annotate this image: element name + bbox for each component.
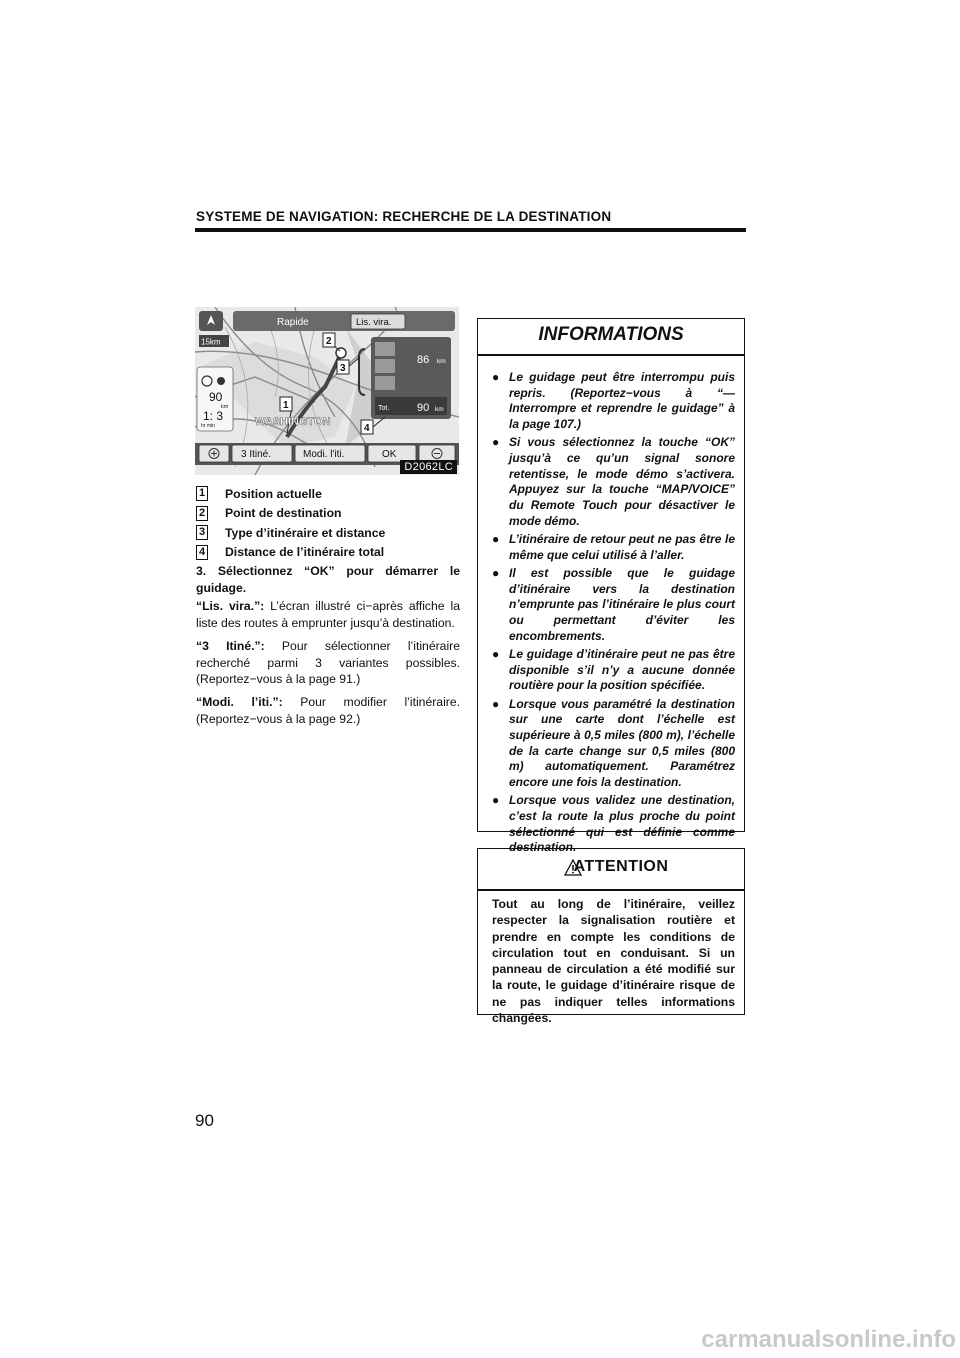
attention-title: ATTENTION — [573, 858, 669, 875]
bullet-icon: ● — [492, 565, 500, 580]
legend-item — [196, 543, 460, 563]
attention-header — [478, 849, 744, 887]
screen-total-unit: km — [435, 406, 444, 413]
paragraph-term: “Modi. l’iti.”: — [196, 695, 283, 709]
step-instruction: 3. Sélectionnez “OK” pour démarrer le guidage. — [196, 564, 460, 595]
callout-3: 3 — [340, 363, 346, 374]
info-item: ● L’itinéraire de retour peut ne pas être le même que celui utilisé à l’aller. — [492, 532, 735, 562]
informations-box — [477, 318, 745, 855]
screen-lis-vira-button: Lis. vira. — [356, 317, 392, 328]
screen-ok-button[interactable]: OK — [382, 449, 397, 460]
paragraph-term: “Lis. vira.”: — [196, 599, 265, 613]
screen-time-value: 1: 3 — [203, 409, 224, 423]
legend-number: 1 — [196, 486, 208, 501]
legend-item — [196, 504, 460, 524]
paragraph-text: Pour modifier l’itinéraire. (Reportez−vous à la page 92.) — [196, 695, 461, 726]
nav-screen-illustration — [195, 307, 459, 475]
legend-number: 4 — [196, 545, 208, 560]
page-number: 90 — [195, 1111, 214, 1130]
screen-time-unit: hr min — [201, 423, 215, 429]
paragraph-modi-iti — [196, 694, 460, 727]
info-item: ● Il est possible que le guidage d’itinéraire vers la destination n’emprunte pas l’itinéraire le plus court ou permettant d’éviter les encombrements. — [492, 565, 735, 643]
attention-body: Tout au long de l’itinéraire, veillez respecter la signalisation routière et prendre en compte les conditions de circulation tout en conduisant. Si un panneau de circulation a été modifié sur la route, le guidage d’itinéraire risque de ne pas indiquer telles informations changées. — [492, 897, 735, 1026]
nav-screen-figure — [195, 307, 459, 475]
info-item: ● Lorsque vous validez une destination, c’est la route la plus proche du point sélectionné qui est définie comme destination. — [492, 793, 735, 855]
legend-item — [196, 484, 460, 504]
paragraph-text: Pour sélectionner l’itinéraire recherché parmi 3 variantes possibles. (Reportez−vous à la page 91.) — [196, 639, 460, 686]
legend-number: 2 — [196, 506, 208, 521]
paragraph-3-itine — [196, 638, 460, 688]
screen-itine-button[interactable]: 3 Itiné. — [241, 449, 272, 460]
informations-title: INFORMATIONS — [538, 324, 684, 345]
screen-dist-1-unit: km — [437, 358, 446, 365]
informations-list — [492, 370, 735, 859]
screen-route-mode: Rapide — [277, 317, 309, 328]
legend-item — [196, 523, 460, 543]
legend-label: Point de destination — [225, 506, 342, 521]
attention-box — [477, 848, 745, 1026]
screen-total-dist: 90 — [417, 402, 430, 414]
info-item: ● Le guidage peut être interrompu puis repris. (Reportez−vous à “— Interrompre et reprendre le guidage” à la page 107.) — [492, 370, 735, 432]
callout-2: 2 — [326, 336, 332, 347]
figure-legend — [196, 484, 460, 562]
info-item: ● Lorsque vous paramétré la destination sur une carte dont l’échelle est supérieure à 0,5 miles (800 m), l’échelle de la carte change sur 0,5 miles (800 m) automatiquement. Paramétrez encore une fois la destination. — [492, 696, 735, 790]
bullet-icon: ● — [492, 532, 500, 547]
screen-total-label: Tot. — [378, 405, 390, 412]
bullet-icon: ● — [492, 696, 500, 711]
screen-modi-button[interactable]: Modi. l'iti. — [303, 449, 345, 460]
bullet-icon: ● — [492, 646, 500, 661]
informations-rule — [478, 354, 744, 356]
bullet-icon: ● — [492, 370, 500, 384]
bullet-icon: ● — [492, 793, 500, 808]
info-item: ● Si vous sélectionnez la touche “OK” jusqu’à ce qu’un signal sonore retentisse, le mode démo s’activera. Appuyez sur la touche “MAP/VOICE” du Remote Touch pour désactiver le mode démo. — [492, 435, 735, 528]
screen-speed-unit: km — [221, 404, 229, 410]
info-item: ● Le guidage d’itinéraire peut ne pas être disponible s’il n’y a aucune donnée routière pour la position spécifiée. — [492, 646, 735, 693]
screen-city-label: WASHINGTON — [255, 416, 331, 428]
callout-1: 1 — [283, 400, 289, 411]
legend-number: 3 — [196, 525, 208, 540]
legend-label: Position actuelle — [225, 486, 322, 501]
figure-code: D2062LC — [400, 460, 457, 474]
legend-label: Distance de l’itinéraire total — [225, 545, 385, 560]
section-header-title: SYSTEME DE NAVIGATION: RECHERCHE DE LA DESTINATION — [196, 209, 612, 224]
screen-speed-value: 90 — [209, 390, 223, 404]
paragraph-lis-vira — [196, 598, 460, 631]
screen-scale: 15km — [201, 337, 221, 347]
screen-dist-1: 86 — [417, 354, 430, 366]
header-rule — [195, 228, 746, 232]
watermark: carmanualsonline.info — [701, 1326, 956, 1353]
legend-label: Type d’itinéraire et distance — [225, 525, 386, 540]
bullet-icon: ● — [492, 435, 500, 450]
paragraph-term: “3 Itiné.”: — [196, 639, 265, 653]
callout-4: 4 — [364, 423, 370, 434]
attention-rule — [478, 889, 744, 891]
paragraph-text: L’écran illustré ci−après affiche la liste des routes à emprunter jusqu’à destination. — [196, 599, 460, 630]
